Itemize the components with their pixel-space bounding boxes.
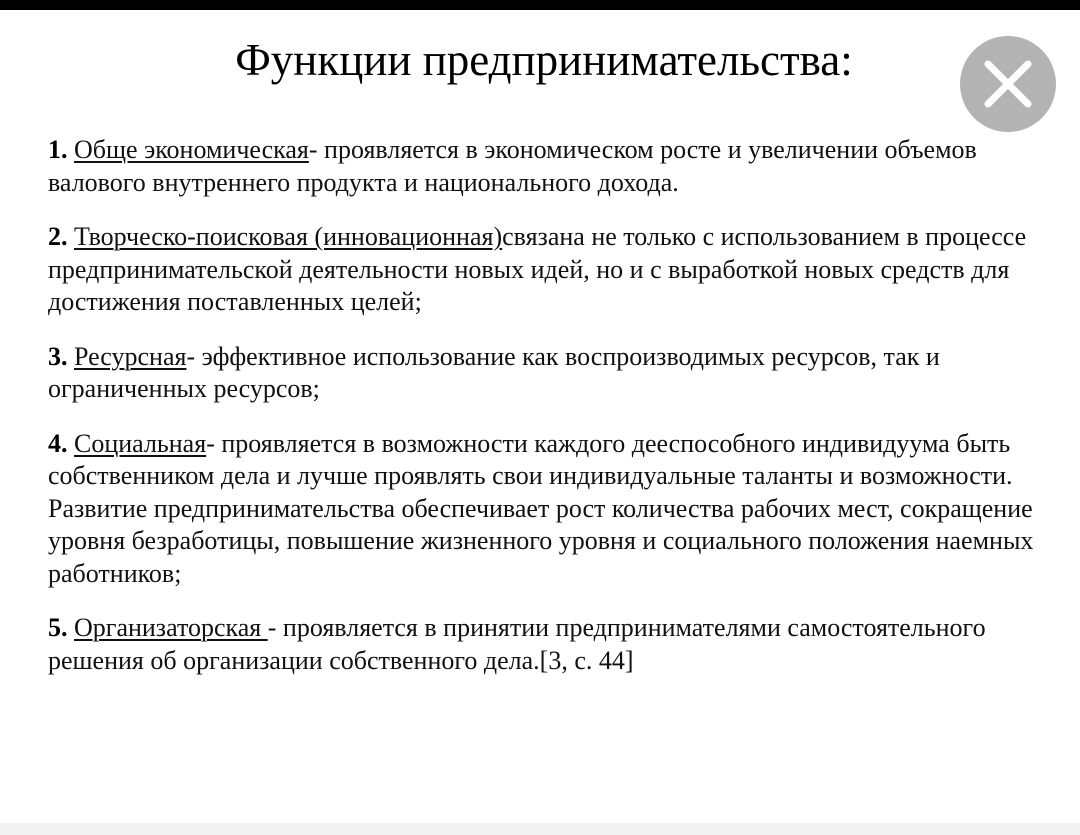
item-term: Ресурсная — [74, 341, 187, 371]
list-item — [48, 221, 1038, 319]
item-term: Организаторская — [74, 613, 268, 642]
item-text: - проявляется в возможности каждого дееспособного индивидуума быть собственником дела и лучше проявлять свои индивидуальные таланты и возможности. Развитие предпринимательства обеспечивает рост количества рабочих мест, сокращение уровня безработицы, повышение жизненного уровня и социального положения наемных работников; — [48, 428, 1034, 588]
status-bar — [0, 0, 1080, 10]
list-item — [48, 612, 1038, 677]
item-number: 1. — [48, 135, 68, 164]
item-text: - проявляется в принятии предпринимателями самостоятельного решения об организации собственного дела.[3, с. 44] — [48, 613, 986, 675]
item-term: Обще экономическая — [74, 135, 309, 164]
list-item — [48, 341, 1038, 406]
list-item — [48, 134, 1038, 199]
bottom-edge — [0, 823, 1080, 835]
item-number: 2. — [48, 222, 68, 251]
item-term: Творческо-поисковая (инновационная) — [74, 222, 503, 251]
item-term: Социальная — [74, 428, 207, 458]
close-button[interactable] — [960, 36, 1056, 132]
list-item — [48, 428, 1038, 591]
functions-list — [48, 134, 1038, 699]
close-icon — [960, 36, 1056, 132]
item-number: 3. — [48, 341, 68, 371]
item-text: связана не только с использованием в процессе предпринимательской деятельности новых идей, но и с выработкой новых средств для достижения поставленных целей; — [48, 222, 1027, 316]
item-text: - эффективное использование как воспроизводимых ресурсов, так и ограниченных ресурсов; — [48, 341, 940, 403]
item-number: 4. — [48, 428, 68, 458]
item-number: 5. — [48, 613, 68, 642]
page-title: Функции предпринимательства: — [235, 35, 853, 85]
item-text: - проявляется в экономическом росте и увеличении объемов валового внутреннего продукта и национального дохода. — [48, 135, 977, 197]
document-page — [0, 10, 1080, 823]
